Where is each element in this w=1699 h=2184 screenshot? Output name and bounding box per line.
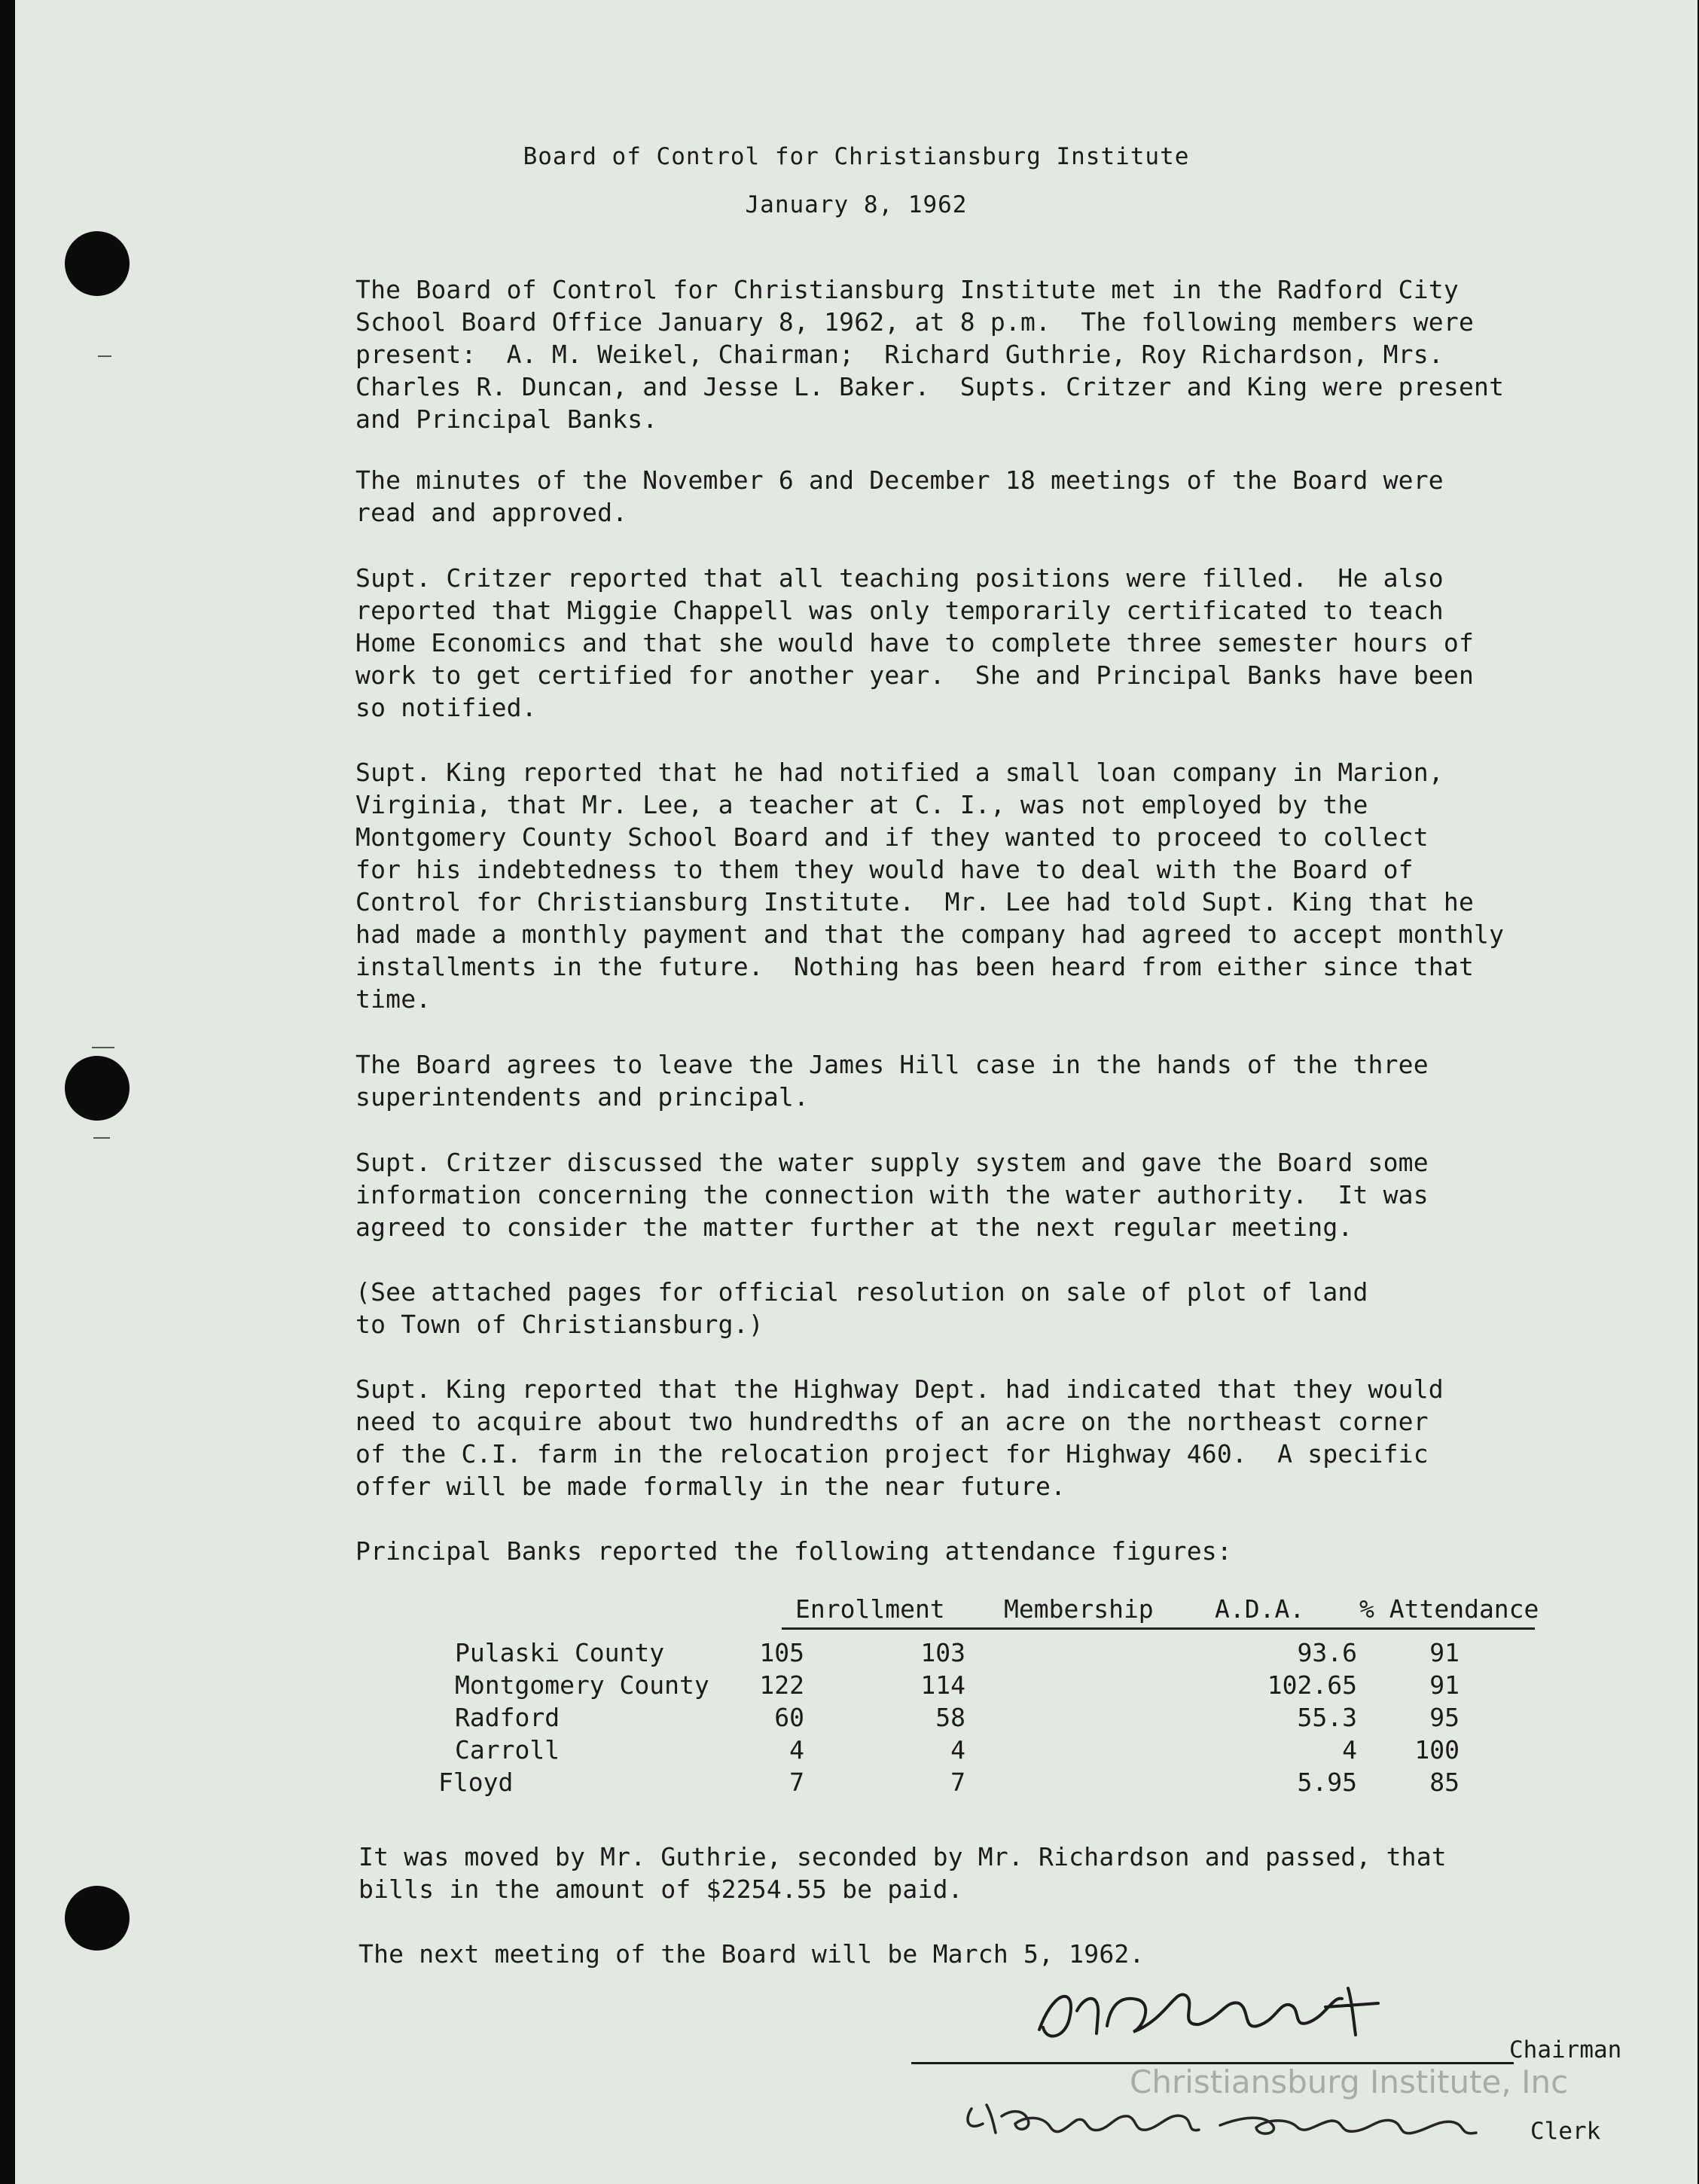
row-enrollment: 60: [774, 1703, 804, 1732]
column-header-attendance: % Attendance: [1359, 1594, 1539, 1624]
row-attendance-percent: 91: [1429, 1670, 1460, 1700]
binder-hole-top: [65, 231, 130, 296]
row-county-name: Floyd: [438, 1768, 514, 1797]
row-enrollment: 4: [789, 1735, 804, 1765]
row-attendance-percent: 100: [1414, 1735, 1460, 1765]
paragraph-water-supply: Supt. Critzer discussed the water supply system and gave the Board some information concerning the connection with the water authority. It was agreed to consider the matter further at the next regular meeting.: [355, 1148, 1429, 1242]
row-county-name: Montgomery County: [455, 1670, 709, 1700]
margin-mark: [92, 1047, 114, 1048]
chairman-label: Chairman: [1509, 2036, 1622, 2064]
paragraph-loan-company: Supt. King reported that he had notified a small loan company in Marion, Virginia, that Mr. Lee, a teacher at C. I., was not employed by the Montgomery County School Board and if they wanted to proceed to collect for his indebtedness to them they would have to deal with the Board of Control for Christiansburg Institute. Mr. Lee had told Supt. King that he had made a monthly payment and that the company had agreed to accept monthly installments in the future. Nothing has been heard from either since that time.: [355, 758, 1505, 1014]
row-attendance-percent: 95: [1429, 1703, 1460, 1732]
paragraph-highway-dept: Supt. King reported that the Highway Dept. had indicated that they would need to acquire about two hundredths of an acre on the northeast corner of the C.I. farm in the relocation project for Highway 460. A specific offer will be made formally in the near future.: [355, 1374, 1444, 1501]
row-ada: 4: [1342, 1735, 1357, 1765]
paragraph-land-resolution: (See attached pages for official resolution on sale of plot of land to Town of Christiansburg.): [355, 1277, 1368, 1339]
column-header-membership: Membership: [1004, 1594, 1154, 1624]
row-membership: 103: [920, 1638, 965, 1667]
row-ada: 93.6: [1297, 1638, 1357, 1667]
column-header-enrollment: Enrollment: [795, 1594, 945, 1624]
row-enrollment: 105: [759, 1638, 804, 1667]
row-enrollment: 122: [759, 1670, 804, 1700]
table-row: [422, 1735, 1566, 1768]
margin-mark: [93, 1137, 110, 1139]
paragraph-bills-motion: It was moved by Mr. Guthrie, seconded by Mr. Richardson and passed, that bills in the amount of $2254.55 be paid.: [358, 1842, 1447, 1904]
document-page: [15, 0, 1697, 2184]
row-membership: 58: [935, 1703, 965, 1732]
table-row: [422, 1768, 1566, 1800]
row-membership: 7: [950, 1768, 965, 1797]
chairman-signature: [1024, 1973, 1506, 2056]
document-title: Board of Control for Christiansburg Institute: [523, 143, 1190, 170]
paragraph-minutes-approved: The minutes of the November 6 and December 18 meetings of the Board were read and approved.: [355, 465, 1444, 527]
column-header-ada: A.D.A.: [1215, 1594, 1305, 1624]
paragraph-james-hill-case: The Board agrees to leave the James Hill case in the hands of the three superintendents and principal.: [355, 1050, 1429, 1112]
row-enrollment: 7: [789, 1768, 804, 1797]
paragraph-next-meeting: The next meeting of the Board will be March 5, 1962.: [358, 1939, 1145, 1969]
row-county-name: Radford: [455, 1703, 560, 1732]
paragraph-attendance-of-members: The Board of Control for Christiansburg Institute met in the Radford City School Board Office January 8, 1962, at 8 p.m. The following members were present: A. M. Weikel, Chairman; Richard Guthrie, Roy Richardson, Mrs. Charles R. Duncan, and Jesse L. Baker. Supts. Critzer and King were present and Principal Banks.: [355, 275, 1505, 434]
row-ada: 102.65: [1267, 1670, 1357, 1700]
paragraph-attendance-intro: Principal Banks reported the following attendance figures:: [355, 1536, 1232, 1566]
table-row: [422, 1703, 1566, 1735]
table-row: [422, 1638, 1566, 1670]
row-ada: 5.95: [1297, 1768, 1357, 1797]
watermark: Christiansburg Institute, Inc: [1130, 2064, 1569, 2100]
row-membership: 4: [950, 1735, 965, 1765]
row-membership: 114: [920, 1670, 965, 1700]
row-ada: 55.3: [1297, 1703, 1357, 1732]
row-attendance-percent: 85: [1429, 1768, 1460, 1797]
paragraph-teaching-positions: Supt. Critzer reported that all teaching positions were filled. He also reported that Miggie Chappell was only temporarily certificated to teach Home Economics and that she would have to complete three semester hours of work to get certified for another year. She and Principal Banks have been so notified.: [355, 563, 1475, 722]
row-county-name: Pulaski County: [455, 1638, 665, 1667]
clerk-label: Clerk: [1530, 2118, 1601, 2145]
margin-mark: [98, 355, 111, 357]
clerk-signature: [956, 2086, 1529, 2154]
document-date: January 8, 1962: [745, 191, 968, 218]
table-row: [422, 1670, 1566, 1703]
attendance-table-header: [422, 1594, 1566, 1630]
row-attendance-percent: 91: [1429, 1638, 1460, 1667]
binder-hole-middle: [65, 1056, 130, 1121]
binder-hole-bottom: [65, 1886, 130, 1951]
row-county-name: Carroll: [455, 1735, 560, 1765]
header-underline: [782, 1627, 1535, 1630]
attendance-table: [422, 1594, 1566, 1800]
